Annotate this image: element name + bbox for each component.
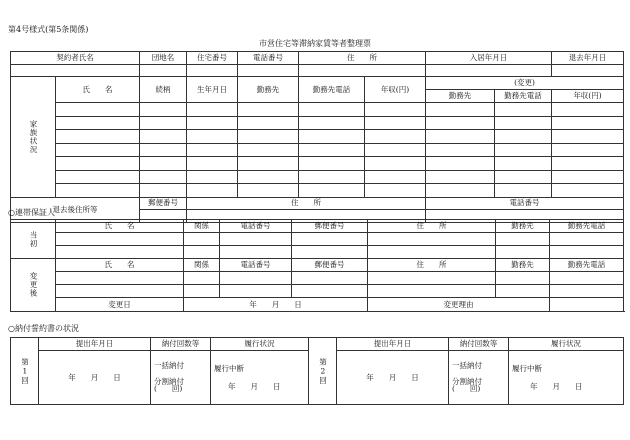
p1-halt: 履行中断: [214, 363, 244, 373]
family-change-col-income: 年収(円): [552, 90, 624, 103]
g-col-relation: 関係: [184, 220, 220, 233]
change-reason-value[interactable]: [550, 298, 624, 312]
after-moveout-label: 退去後住所等: [11, 197, 140, 222]
g2-col-postal: 郵便番号: [292, 259, 368, 272]
col-contractor-name: 契約者氏名: [11, 52, 140, 65]
p2-halt: 履行中断: [512, 363, 542, 373]
family-status-label: 家族状況: [11, 77, 56, 198]
pledge-time-2: 第2回: [309, 338, 337, 405]
family-col-name: 氏 名: [56, 77, 140, 103]
family-col-relation: 続柄: [140, 77, 187, 103]
after-phone-label: 電話番号: [426, 197, 624, 209]
guarantor-initial-row: [11, 246, 624, 259]
change-reason-label: 変更理由: [368, 298, 550, 312]
change-date-value[interactable]: 年 月 日: [184, 298, 368, 312]
p2-status[interactable]: [509, 351, 624, 405]
move-in-date-cell[interactable]: [426, 65, 552, 77]
p2-halt-date[interactable]: 年 月 日: [530, 381, 583, 391]
p1-status[interactable]: [211, 351, 309, 405]
g-col-postal: 郵便番号: [292, 220, 368, 233]
p1-split-count: ( 回): [154, 384, 183, 394]
phone-cell[interactable]: [238, 65, 299, 77]
address-cell[interactable]: [299, 65, 426, 77]
g-col-name: 氏 名: [56, 220, 184, 233]
p1-col-status: 履行状況: [211, 338, 309, 351]
g2-col-work-phone: 勤務先電話: [550, 259, 624, 272]
p2-col-submit-date: 提出年月日: [337, 338, 449, 351]
move-out-date-cell[interactable]: [552, 65, 624, 77]
col-move-in-date: 入居年月日: [426, 52, 552, 65]
col-move-out-date: 退去年月日: [552, 52, 624, 65]
after-address-label: 住 所: [187, 197, 426, 209]
p1-split[interactable]: 分割納付: [154, 376, 184, 386]
family-col-workplace: 勤務先: [238, 77, 299, 103]
p1-col-payment-count: 納付回数等: [151, 338, 211, 351]
family-row: [11, 103, 624, 117]
family-col-work-phone: 勤務先電話: [299, 77, 365, 103]
p1-halt-date[interactable]: 年 月 日: [228, 381, 281, 391]
family-row: [11, 116, 624, 130]
family-row: [11, 130, 624, 144]
col-complex-name: 団地名: [140, 52, 187, 65]
pledge-section-title: ○納付誓約書の状況: [8, 324, 79, 333]
p2-lump-sum[interactable]: 一括納付: [452, 360, 482, 370]
g2-col-relation: 関係: [184, 259, 220, 272]
p2-col-payment-count: 納付回数等: [449, 338, 509, 351]
family-row: [11, 184, 624, 198]
guarantor-change-row: [11, 285, 624, 298]
house-number-cell[interactable]: [187, 65, 238, 77]
g2-col-address: 住 所: [368, 259, 496, 272]
family-change-label: (変更): [426, 77, 624, 90]
p1-payment-count[interactable]: [151, 351, 211, 405]
form-title: 市営住宅等滞納家賃等者整理票: [259, 39, 371, 48]
guarantor-initial-row: [11, 233, 624, 246]
family-row: [11, 143, 624, 157]
guarantor-section-title: ○連帯保証人: [8, 208, 55, 217]
change-date-label: 変更日: [56, 298, 184, 312]
g2-col-workplace: 勤務先: [496, 259, 550, 272]
family-row: [11, 170, 624, 184]
g-col-address: 住 所: [368, 220, 496, 233]
family-change-col-work-phone: 勤務先電話: [495, 90, 552, 103]
guarantor-table: [10, 219, 624, 312]
family-col-birthdate: 生年月日: [187, 77, 238, 103]
p2-submit-date[interactable]: 年 月 日: [337, 351, 449, 405]
g2-col-phone: 電話番号: [220, 259, 292, 272]
guarantor-initial-label: 当初: [11, 220, 56, 259]
family-row: [11, 157, 624, 171]
pledge-time-1: 第1回: [11, 338, 39, 405]
col-phone: 電話番号: [238, 52, 299, 65]
p2-payment-count[interactable]: [449, 351, 509, 405]
family-col-income: 年収(円): [365, 77, 426, 103]
p1-submit-date[interactable]: 年 月 日: [39, 351, 151, 405]
p2-split-count: ( 回): [452, 384, 481, 394]
g-col-phone: 電話番号: [220, 220, 292, 233]
pledge-table: [10, 337, 624, 405]
g-col-work-phone: 勤務先電話: [550, 220, 624, 233]
header-entry-row: [11, 65, 624, 77]
guarantor-change-row: [11, 272, 624, 285]
form-number-label: 第4号様式(第5条関係): [8, 25, 89, 34]
p1-col-submit-date: 提出年月日: [39, 338, 151, 351]
col-house-number: 住宅番号: [187, 52, 238, 65]
p2-split[interactable]: 分割納付: [452, 376, 482, 386]
after-postal-label: 郵便番号: [140, 197, 187, 209]
contractor-name-cell[interactable]: [11, 65, 140, 77]
col-address: 住 所: [299, 52, 426, 65]
p1-lump-sum[interactable]: 一括納付: [154, 360, 184, 370]
g2-col-name: 氏 名: [56, 259, 184, 272]
main-info-table: [10, 51, 624, 223]
header-row: [11, 52, 624, 65]
p2-col-status: 履行状況: [509, 338, 624, 351]
g-col-workplace: 勤務先: [496, 220, 550, 233]
complex-name-cell[interactable]: [140, 65, 187, 77]
family-change-col-workplace: 勤務先: [426, 90, 495, 103]
guarantor-change-label: 変更後: [11, 259, 56, 312]
